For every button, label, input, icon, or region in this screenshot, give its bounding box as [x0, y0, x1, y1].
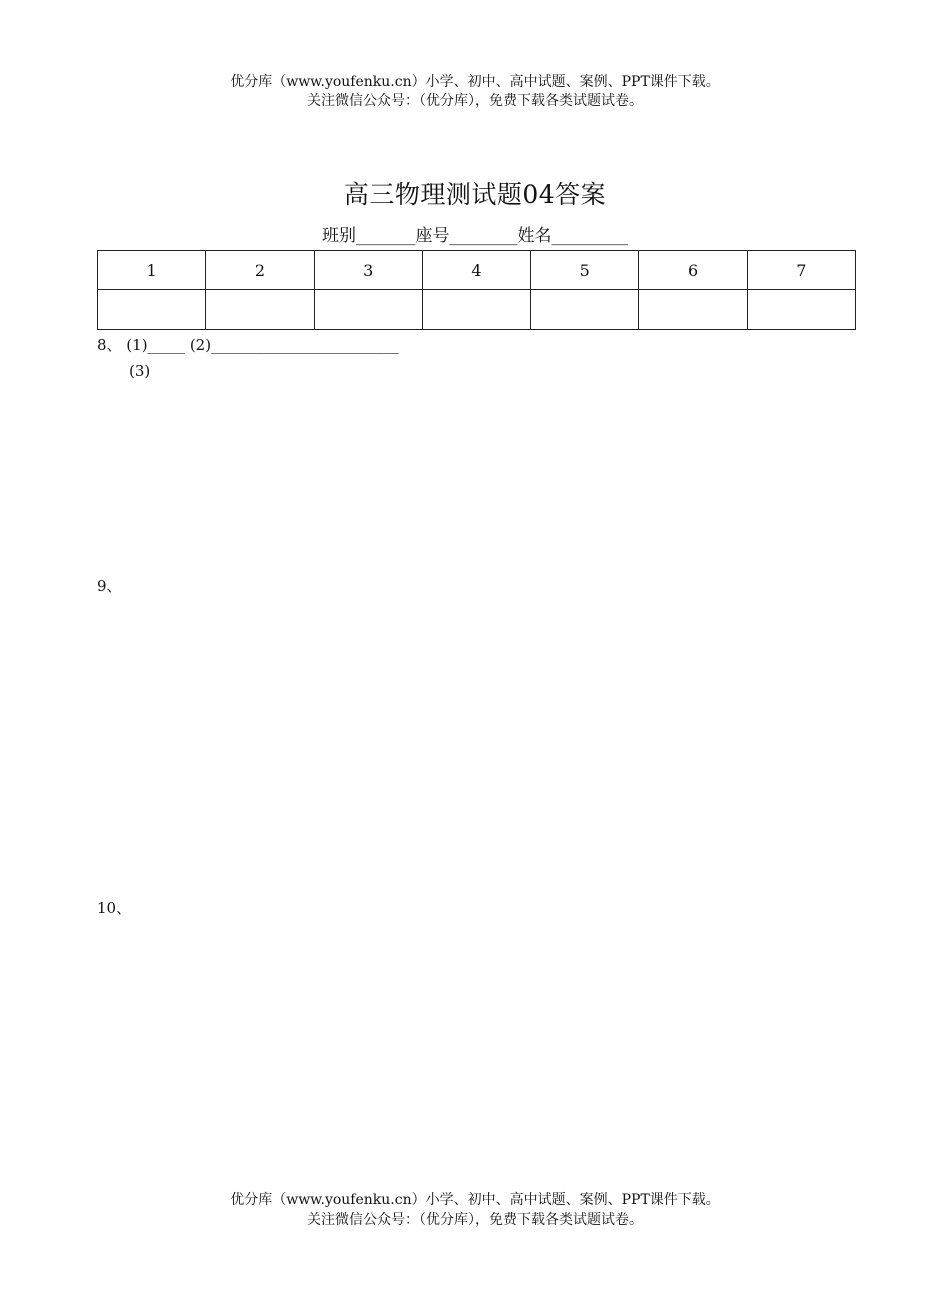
answer-table-header-cell: 6: [639, 251, 747, 290]
answer-cell: [422, 290, 530, 330]
header-line-2: 关注微信公众号：（优分库），免费下载各类试题试卷。: [307, 93, 643, 109]
answer-table-header-row: [98, 251, 856, 290]
page-title: 高三物理测试题04答案: [343, 180, 607, 209]
question-8-line-2: (3): [129, 362, 151, 380]
answer-table: [97, 250, 856, 330]
answer-cell: [747, 290, 855, 330]
answer-table-answer-row: [98, 290, 856, 330]
question-10-label: 10、: [97, 899, 132, 917]
answer-cell: [206, 290, 314, 330]
class-seat-name-row: 班别_______座号________姓名_________: [322, 226, 628, 246]
header-line-1: 优分库（www.youfenku.cn）小学、初中、高中试题、案例、PPT课件下载。: [230, 74, 720, 90]
answer-cell: [98, 290, 206, 330]
answer-cell: [314, 290, 422, 330]
answer-table-header-cell: 1: [98, 251, 206, 290]
question-8-line-1: 8、 (1)_____ (2)_________________________: [97, 336, 399, 354]
footer-line-1: 优分库（www.youfenku.cn）小学、初中、高中试题、案例、PPT课件下载。: [230, 1192, 720, 1208]
answer-cell: [639, 290, 747, 330]
footer-line-2: 关注微信公众号：（优分库），免费下载各类试题试卷。: [307, 1212, 643, 1228]
answer-cell: [531, 290, 639, 330]
question-9-label: 9、: [97, 577, 122, 595]
answer-table-header-cell: 3: [314, 251, 422, 290]
answer-table-header-cell: 4: [422, 251, 530, 290]
answer-table-header-cell: 2: [206, 251, 314, 290]
answer-table-header-cell: 7: [747, 251, 855, 290]
answer-table-header-cell: 5: [531, 251, 639, 290]
